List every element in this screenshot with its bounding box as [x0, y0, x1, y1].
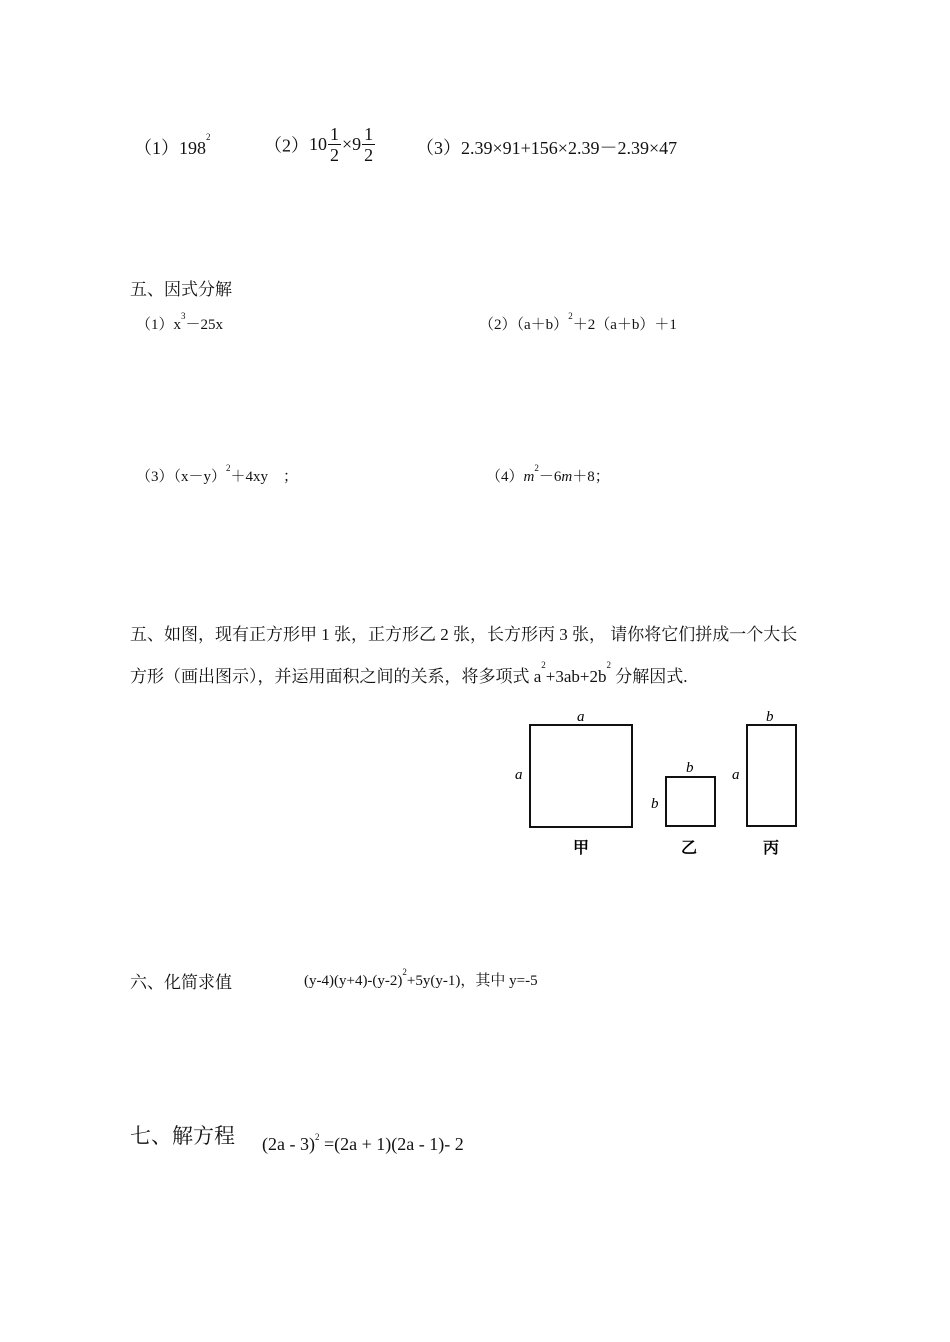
- jia-top-label: a: [577, 709, 585, 725]
- yi-top-label: b: [686, 760, 694, 776]
- problem-line-2: 方形（画出图示），并运用面积之间的关系，将多项式 $a^2+3ab+2b^2$ 分解因式.: [130, 660, 688, 686]
- factor-q4: $(4)m^2-6m+8$；: [486, 463, 610, 485]
- factor-q3: $(3)(x-y)^2+4xy$ ；: [136, 463, 299, 485]
- problem-line-1: 五、如图，现有正方形甲 1 张，正方形乙 2 张，长方形丙 3 张， 请你将它们拼成一个大长: [130, 625, 798, 644]
- bing-top-label: b: [766, 709, 774, 725]
- jia-name: 甲: [573, 840, 590, 857]
- factor-q1: $(1)x^3-25x$: [136, 311, 224, 333]
- bing-name: 丙: [763, 840, 780, 857]
- calc-item-2: （2）10 $\frac{1}{2}$ ×9 $\frac{1}{2}$: [264, 124, 374, 165]
- fraction-1: $\frac{1}{2}$: [330, 124, 339, 165]
- yi-side-label: b: [651, 796, 659, 812]
- bing-side-label: a: [732, 767, 740, 783]
- equation: (2a - 3)$^2$ =(2a + 1)(2a - 1)- 2: [262, 1132, 464, 1154]
- shapes-figure: [505, 705, 825, 865]
- jia-side-label: a: [515, 767, 523, 783]
- rect-bing: [747, 725, 796, 826]
- square-jia: [530, 725, 632, 827]
- yi-name: 乙: [681, 840, 698, 857]
- square-yi: [666, 777, 715, 826]
- calc-item-3: （3）2.39×91+156×2.39－2.39×47: [416, 138, 678, 158]
- calc-item-1: $(1)198^2$: [134, 132, 211, 158]
- fraction-2: $\frac{1}{2}$: [364, 124, 374, 165]
- section-heading-factor: 五、因式分解: [130, 280, 232, 299]
- factor-q2: $(2)(a+b)^2+2(a+b)+1$: [479, 311, 677, 333]
- section-heading-simplify: 六、化简求值: [130, 973, 232, 992]
- simplify-expression: $(y-4)(y+4)-(y-2)^2+5y(y-1)$，其中 y=-5: [304, 967, 538, 989]
- section-heading-equation: 七、解方程: [130, 1124, 235, 1148]
